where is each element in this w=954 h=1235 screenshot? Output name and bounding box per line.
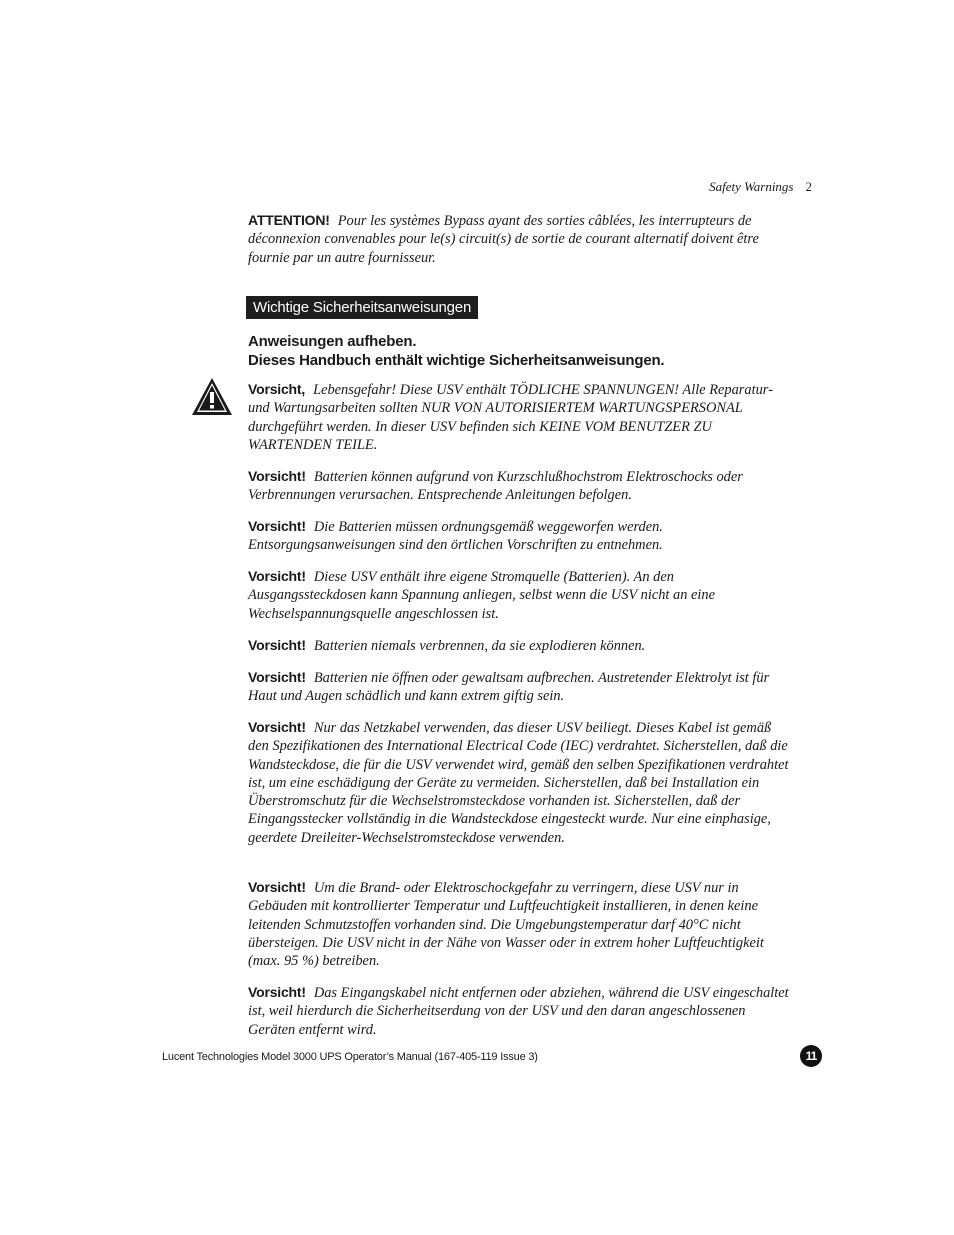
warning-label: Vorsicht! (248, 468, 306, 484)
warning-label: Vorsicht! (248, 637, 306, 653)
warning-paragraph (248, 878, 793, 970)
warning-label: Vorsicht! (248, 568, 306, 584)
warning-label: Vorsicht! (248, 879, 306, 895)
warning-text: Lebensgefahr! Diese USV enthält TÖDLICHE SPANNUNGEN! Alle Reparatur- und Wartungsarbeiten sollten NUR VON AUTORISIERTEM WARTUNGSPERSONAL durchgeführt werden. In dieser USV befinden sich KEINE VOM BENUTZER ZU WARTENDEN TEILE. (248, 382, 773, 453)
warning-text: Batterien nie öffnen oder gewaltsam aufbrechen. Austretender Elektrolyt ist für Haut und Augen schädlich und kann extrem giftig sein. (248, 670, 770, 705)
attention-text: Pour les systèmes Bypass ayant des sorties câblées, les interrupteurs de déconnexion convenables pour le(s) circuit(s) de sortie de courant alternatif doivent être fournie par un autre fournisseur. (248, 213, 759, 266)
attention-paragraph (248, 211, 793, 267)
instructions-line-2: Dieses Handbuch enthält wichtige Sicherheitsanweisungen. (248, 352, 665, 369)
warning-label: Vorsicht! (248, 984, 306, 1000)
section-title: Wichtige Sicherheitsanweisungen (246, 296, 478, 319)
attention-label: ATTENTION! (248, 212, 330, 228)
warning-text: Batterien können aufgrund von Kurzschlußhochstrom Elektroschocks oder Verbrennungen verursachen. Entsprechende Anleitungen befolgen. (248, 469, 743, 504)
warning-paragraph (248, 718, 793, 847)
warning-label: Vorsicht! (248, 518, 306, 534)
warning-label: Vorsicht! (248, 669, 306, 685)
warning-paragraph (248, 636, 793, 655)
warning-text: Diese USV enthält ihre eigene Stromquelle (Batterien). An den Ausgangssteckdosen kann Spannung anliegen, selbst wenn die USV nicht an eine Wechselspannungsquelle angeschlossen ist. (248, 569, 715, 622)
warning-text: Nur das Netzkabel verwenden, das dieser USV beiliegt. Dieses Kabel ist gemäß den Spezifikationen des International Electrical Code (IEC) verdrahtet. Sicherstellen, daß die Wandsteckdose, die für die USV verwendet wird, gemäß den selben Spezifikationen verdrahtet ist, um eine eschädigung der Geräte zu vermeiden. Sicherstellen, daß bei Installation ein Überstromschutz für die Wechselstromsteckdose vorhanden ist. Sicherstellen, daß der Eingangsstecker vollständig in die Wandsteckdose eingesteckt wurde. Nur eine einphasige, geerdete Dreileiter-Wechselstromsteckdose verwenden. (248, 720, 789, 846)
warning-paragraph (248, 467, 793, 505)
warning-text: Batterien niemals verbrennen, da sie explodieren können. (313, 638, 646, 654)
warning-label: Vorsicht! (248, 719, 306, 735)
header-section-title: Safety Warnings (709, 179, 794, 194)
warning-label: Vorsicht, (248, 381, 306, 397)
warning-triangle-icon (191, 377, 233, 416)
page-number-badge: 11 (800, 1045, 822, 1067)
footer-text: Lucent Technologies Model 3000 UPS Operator’s Manual (167-405-119 Issue 3) (162, 1051, 538, 1063)
warning-text: Die Batterien müssen ordnungsgemäß weggeworfen werden. Entsorgungsanweisungen sind den örtlichen Vorschriften zu entnehmen. (248, 519, 663, 554)
instructions-heading (248, 332, 664, 370)
warning-paragraph (248, 983, 793, 1039)
warning-paragraph (248, 380, 793, 454)
running-header (709, 179, 812, 195)
instructions-line-1: Anweisungen aufheben. (248, 333, 417, 350)
warning-paragraph (248, 567, 793, 623)
warning-paragraph (248, 517, 793, 555)
header-page-number: 2 (805, 179, 812, 194)
warning-text: Das Eingangskabel nicht entfernen oder abziehen, während die USV eingeschaltet ist, weil hierdurch die Sicherheitserdung von der USV und den daran angeschlossenen Geräten entfernt wird. (248, 985, 789, 1038)
warning-paragraph (248, 668, 793, 706)
warning-text: Um die Brand- oder Elektroschockgefahr zu verringern, diese USV nur in Gebäuden mit kontrollierter Temperatur und Luftfeuchtigkeit installieren, in denen keine leitenden Schmutzstoffen vorhanden sind. Die Umgebungstemperatur darf 40°C nicht übersteigen. Die USV nicht in der Nähe von Wasser oder in extrem hoher Luftfeuchtigkeit (max. 95 %) betreiben. (248, 880, 764, 970)
